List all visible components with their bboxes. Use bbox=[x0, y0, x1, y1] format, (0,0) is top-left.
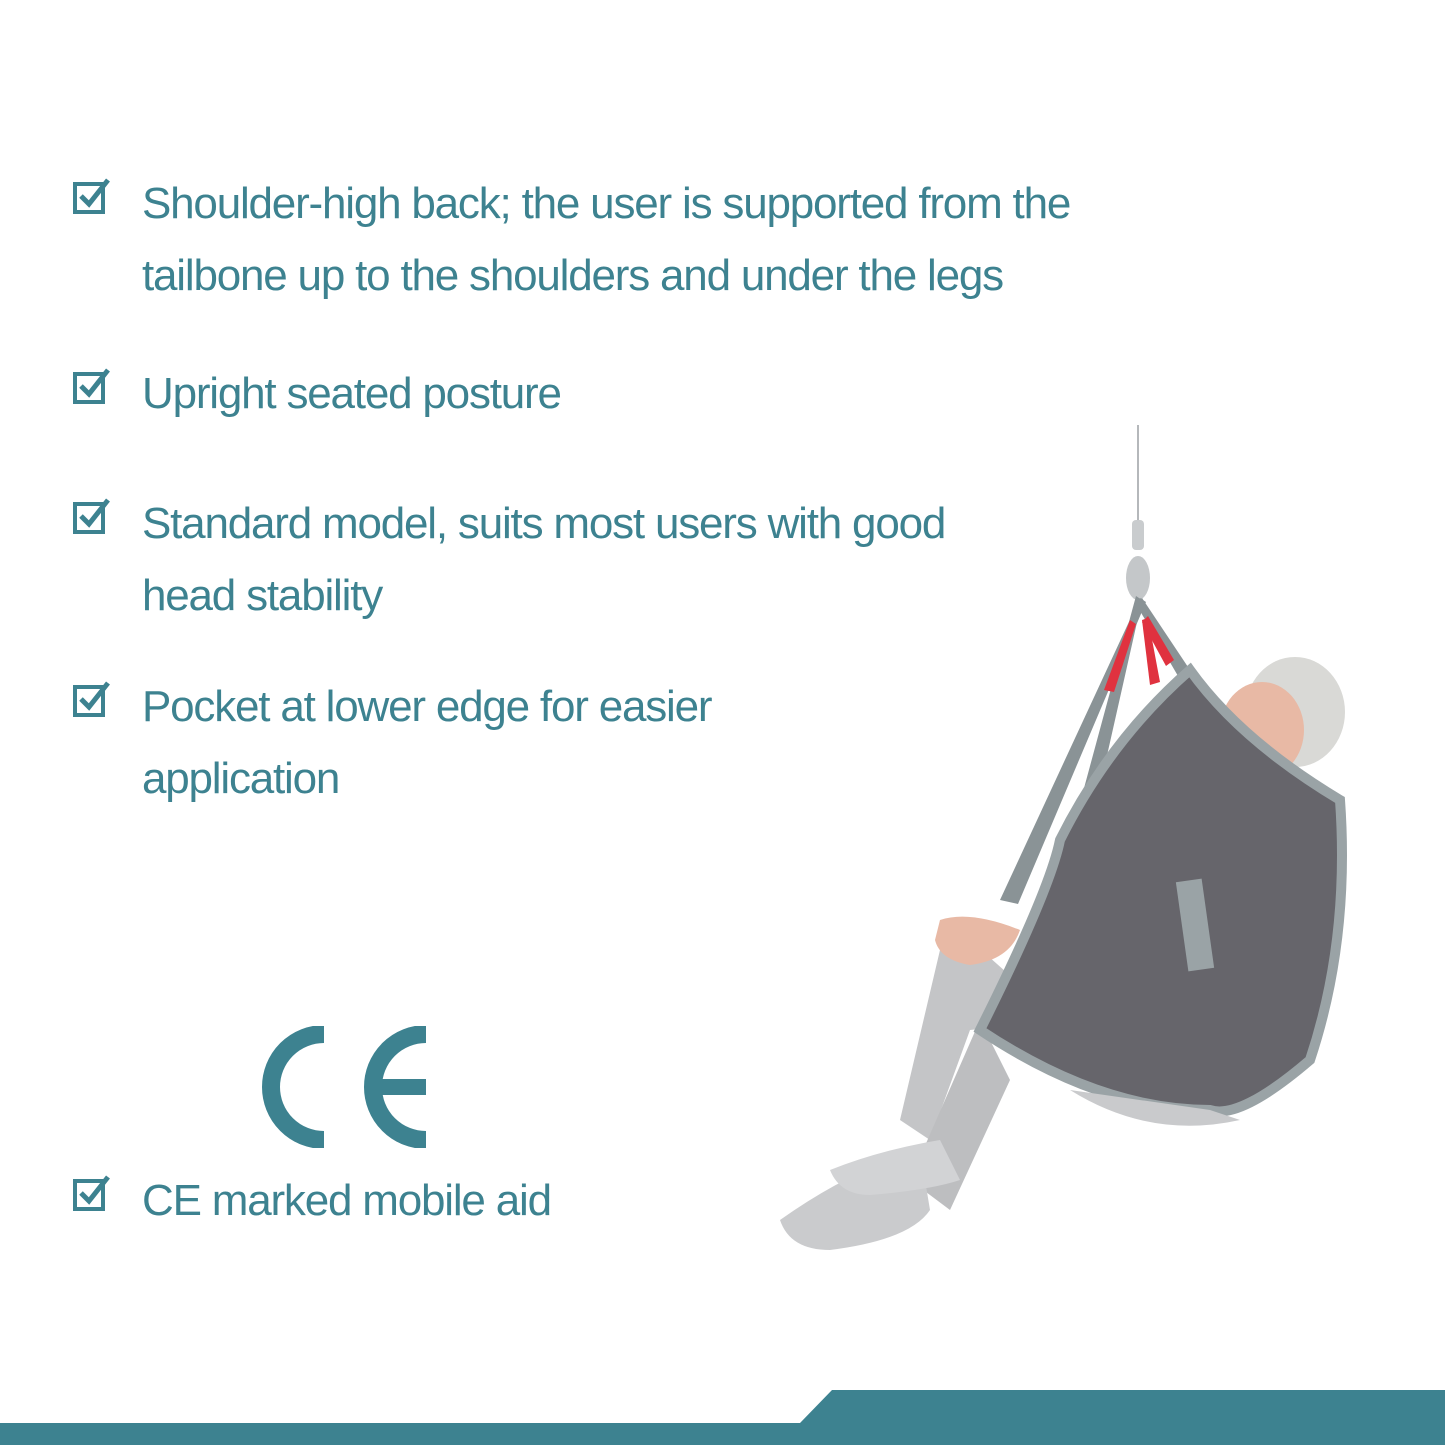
hook bbox=[1126, 556, 1150, 600]
checkbox-checked-icon bbox=[72, 176, 112, 216]
feature-text: Shoulder-high back; the user is supported from the tailbone up to the shoulders and under the legs bbox=[142, 179, 1071, 300]
feature-item-pocket bbox=[72, 671, 832, 815]
feature-item-back-support bbox=[72, 168, 1172, 312]
feature-item-ce-marked bbox=[72, 1165, 772, 1237]
feature-item-posture bbox=[72, 358, 772, 430]
feature-text: Upright seated posture bbox=[142, 369, 561, 418]
feature-text: CE marked mobile aid bbox=[142, 1176, 551, 1225]
hook-swivel bbox=[1132, 520, 1144, 550]
ce-mark-logo bbox=[262, 1026, 432, 1148]
feature-text: Standard model, suits most users with good head stability bbox=[142, 499, 946, 620]
footer-accent-band bbox=[0, 1390, 1445, 1445]
checkbox-checked-icon bbox=[72, 679, 112, 719]
product-photo-sling bbox=[770, 420, 1370, 1280]
feature-text: Pocket at lower edge for easier application bbox=[142, 682, 712, 803]
checkbox-checked-icon bbox=[72, 1173, 112, 1213]
checkbox-checked-icon bbox=[72, 496, 112, 536]
checkbox-checked-icon bbox=[72, 366, 112, 406]
